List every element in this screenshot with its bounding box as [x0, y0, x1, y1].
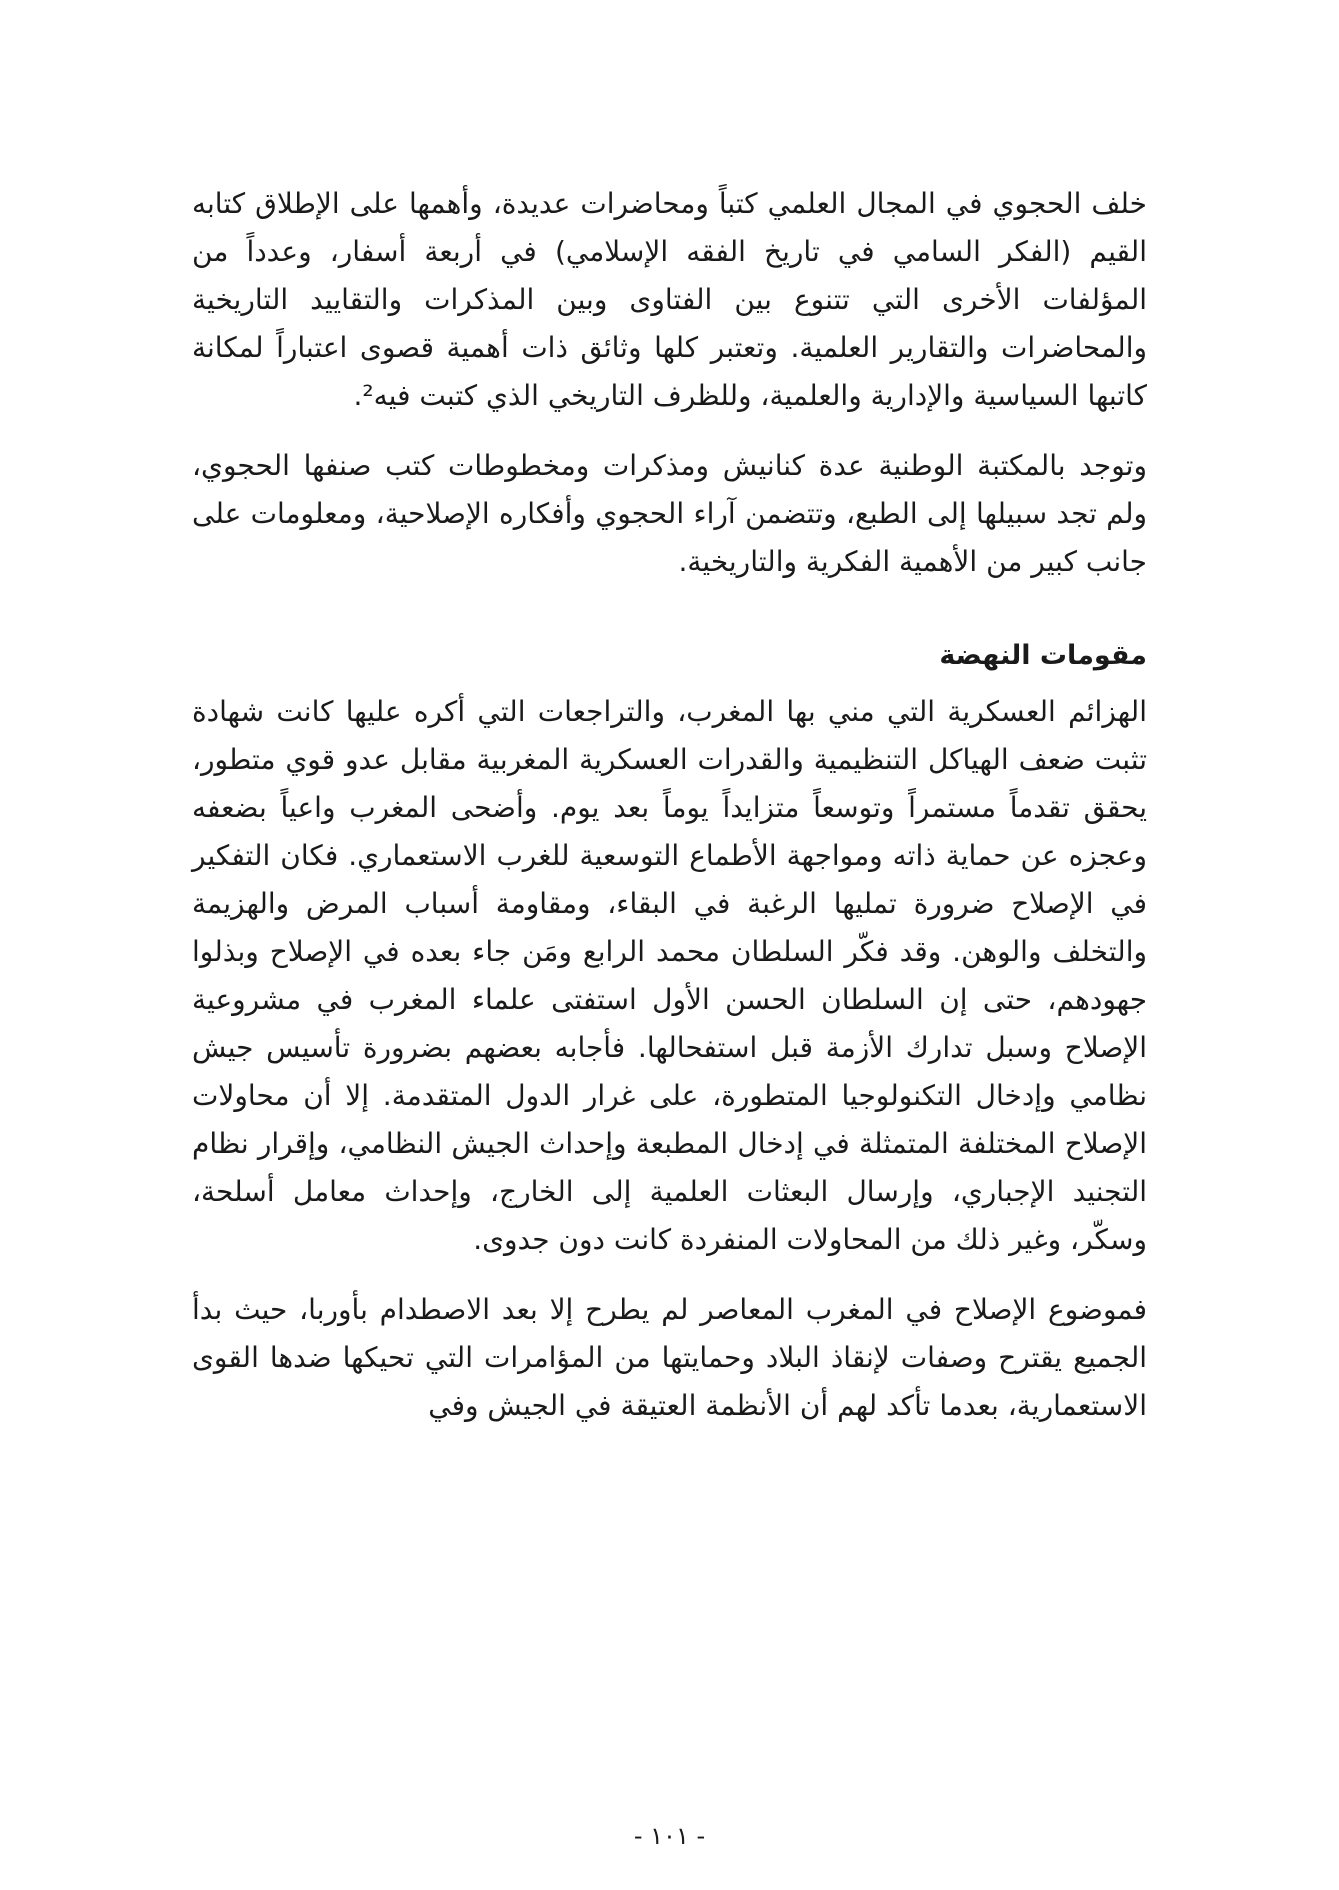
- paragraph-1: خلف الحجوي في المجال العلمي كتباً ومحاضرات عديدة، وأهمها على الإطلاق كتابه القيم (الفكر السامي في تاريخ الفقه الإسلامي) في أربعة أسفار، وعدداً من المؤلفات الأخرى التي تتنوع بين الفتاوى وبين المذكرات والتقاييد التاريخية والمحاضرات والتقارير العلمية. وتعتبر كلها وثائق ذات أهمية قصوى اعتباراً لمكانة كاتبها السياسية والإدارية والعلمية، وللظرف التاريخي الذي كتبت فيه².: [192, 187, 1147, 412]
- page-number: - ١٠١ -: [633, 1822, 706, 1850]
- page-body: [192, 180, 1147, 1430]
- paragraph-4: فموضوع الإصلاح في المغرب المعاصر لم يطرح إلا بعد الاصطدام بأوربا، حيث بدأ الجميع يقترح وصفات لإنقاذ البلاد وحمايتها من المؤامرات التي تحيكها ضدها القوى الاستعمارية، بعدما تأكد لهم أن الأنظمة العتيقة في الجيش وفي: [192, 1293, 1147, 1422]
- section-heading: مقومات النهضة: [939, 640, 1147, 671]
- paragraph-3: الهزائم العسكرية التي مني بها المغرب، والتراجعات التي أكره عليها كانت شهادة تثبت ضعف الهياكل التنظيمية والقدرات العسكرية المغربية مقابل عدو قوي متطور، يحقق تقدماً مستمراً وتوسعاً متزايداً يوماً بعد يوم. وأضحى المغرب واعياً بضعفه وعجزه عن حماية ذاته ومواجهة الأطماع التوسعية للغرب الاستعماري. فكان التفكير في الإصلاح ضرورة تمليها الرغبة في البقاء، ومقاومة أسباب المرض والهزيمة والتخلف والوهن. وقد فكّر السلطان محمد الرابع ومَن جاء بعده في الإصلاح وبذلوا جهودهم، حتى إن السلطان الحسن الأول استفتى علماء المغرب في مشروعية الإصلاح وسبل تدارك الأزمة قبل استفحالها. فأجابه بعضهم بضرورة تأسيس جيش نظامي وإدخال التكنولوجيا المتطورة، على غرار الدول المتقدمة. إلا أن محاولات الإصلاح المختلفة المتمثلة في إدخال المطبعة وإحداث الجيش النظامي، وإقرار نظام التجنيد الإجباري، وإرسال البعثات العلمية إلى الخارج، وإحداث معامل أسلحة، وسكّر، وغير ذلك من المحاولات المنفردة كانت دون جدوى.: [192, 695, 1147, 1256]
- paragraph-2: وتوجد بالمكتبة الوطنية عدة كنانيش ومذكرات ومخطوطات كتب صنفها الحجوي، ولم تجد سبيلها إلى الطبع، وتتضمن آراء الحجوي وأفكاره الإصلاحية، ومعلومات على جانب كبير من الأهمية الفكرية والتاريخية.: [192, 449, 1147, 578]
